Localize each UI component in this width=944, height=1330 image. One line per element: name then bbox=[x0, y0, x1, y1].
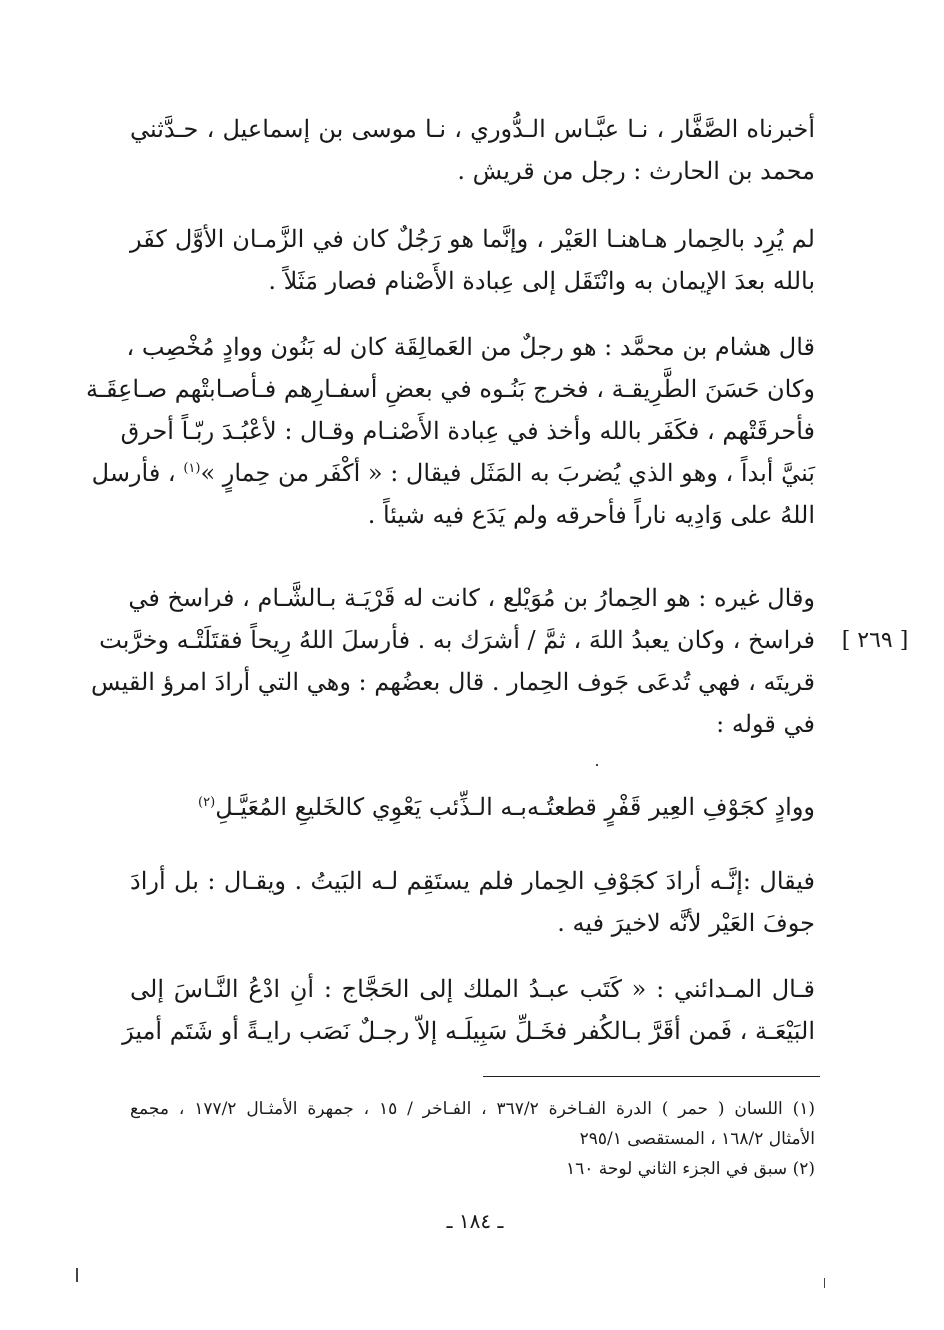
scan-speck bbox=[596, 764, 598, 766]
verse-text: بـه الـذِّئب يَعْوِي كالخَليعِ المُعَيَّـلِ bbox=[215, 793, 527, 821]
text-line: وقال غيره : هو الحِمارُ بن مُوَيْلع ، كانت له قَرْيَـة بـالشَّـام ، فراسخ في bbox=[128, 584, 815, 612]
text-line: قـال المـدائني : « كَتَب عبـدُ الملك إلى الحَجَّاج : أنِ ادْعُ النَّـاسَ إلى bbox=[130, 975, 815, 1003]
text-line: في قوله : bbox=[716, 710, 815, 738]
text-line: البَيْعَـة ، فَمن أقَرَّ بـالكُفر فخَـلِّ سَبِيلَـه إلاّ رجـلٌ نَصَب رايـةً أو شَتَم أميرَ bbox=[122, 1017, 815, 1045]
text-line: لم يُرِد بالحِمار هـاهنـا العَيْر ، وإنَّما هو رَجُلٌ كان في الزَّمـان الأوَّل كفَر bbox=[130, 225, 815, 253]
poetry-verse bbox=[130, 786, 815, 828]
margin-folio-reference: [ ٢٦٩ ] bbox=[841, 628, 909, 653]
paragraph-hisham bbox=[86, 326, 815, 536]
footnote-line: (٢) سبق في الجزء الثاني لوحة ١٦٠ bbox=[565, 1159, 815, 1179]
text-line: أخبرناه الصَّفَّار ، نـا عبَّـاس الـدُّوري ، نـا موسى بن إسماعيل ، حـدَّثني bbox=[130, 115, 815, 143]
paragraph-isnad bbox=[130, 108, 815, 192]
verse-first-hemistich: ووادٍ كجَوْفِ العِير قَفْرٍ قطعتُـه bbox=[526, 793, 815, 821]
text-segment: بَنيَّ أبداً ، وهو الذي يُضربَ به المَثَل فيقال : « أكْفَر من حِمارٍ » bbox=[200, 459, 815, 487]
text-line: جوفَ العَيْر لأنَّه لاخيرَ فيه . bbox=[557, 909, 815, 937]
text-line: بالله بعدَ الإيمان به وانْتَقَل إلى عِبادة الأَصْنام فصار مَثَلاً . bbox=[268, 267, 815, 295]
paragraph-explanation bbox=[130, 218, 815, 302]
footnote-marker: (١) bbox=[183, 461, 201, 476]
text-segment: ، فأرسل bbox=[91, 459, 176, 487]
scan-speck bbox=[76, 1268, 78, 1282]
paragraph-interpretation bbox=[130, 860, 815, 944]
footnote-divider bbox=[483, 1076, 820, 1077]
footnote-line: (١) اللسان ( حمر ) الدرة الفـاخرة ٣٦٧/٢ ، الفـاخر / ١٥ ، جمهرة الأمثـال ١٧٧/٢ ، مجمع bbox=[130, 1099, 816, 1119]
text-line bbox=[91, 452, 815, 494]
text-line: وكان حَسَنَ الطَّرِيقـة ، فخرج بَنُـوه في بعضِ أسفـارِهم فـأصـابتْهم صـاعِقَـة bbox=[86, 375, 815, 403]
text-line: فأحرقَتْهم ، فكَفَر بالله وأخذ في عِبادة الأَصْنـام وقـال : لأعْبُـدَ ربّـاً أحرق bbox=[120, 417, 815, 445]
text-line: فيقال :إنَّـه أرادَ كجَوْفِ الحِمار فلم يستَقِم لـه البَيتُ . ويقـال : بل أرادَ bbox=[130, 867, 815, 895]
page-number: ـ ١٨٤ ـ bbox=[446, 1209, 504, 1233]
footnote-line: الأمثال ١٦٨/٢ ، المستقصى ٢٩٥/١ bbox=[579, 1129, 815, 1149]
text-line: قال هشام بن محمَّد : هو رجلٌ من العَمالِقَة كان له بَنُون ووادٍ مُخْصِب ، bbox=[126, 333, 815, 361]
scan-speck bbox=[824, 1278, 825, 1288]
text-line: قريتَه ، فهي تُدعَى جَوف الحِمار . قال بعضُهم : وهي التي أرادَ امرؤ القيس bbox=[90, 668, 815, 696]
footnotes bbox=[130, 1094, 815, 1184]
text-line: اللهُ على وَادِيه ناراً فأحرقه ولم يَدَع فيه شيئاً . bbox=[367, 501, 815, 529]
paragraph-madaini bbox=[122, 968, 815, 1052]
text-line: محمد بن الحارث : رجل من قريش . bbox=[457, 157, 815, 185]
footnote-marker: (٢) bbox=[198, 795, 216, 810]
verse-second-hemistich bbox=[198, 786, 527, 828]
paragraph-other-view bbox=[90, 577, 815, 745]
text-line: فراسخ ، وكان يعبدُ اللهَ ، ثمَّ / أشرَك به . فأرسلَ اللهُ رِيحاً فقتَلَتْـه وخرَّبت bbox=[99, 626, 815, 654]
